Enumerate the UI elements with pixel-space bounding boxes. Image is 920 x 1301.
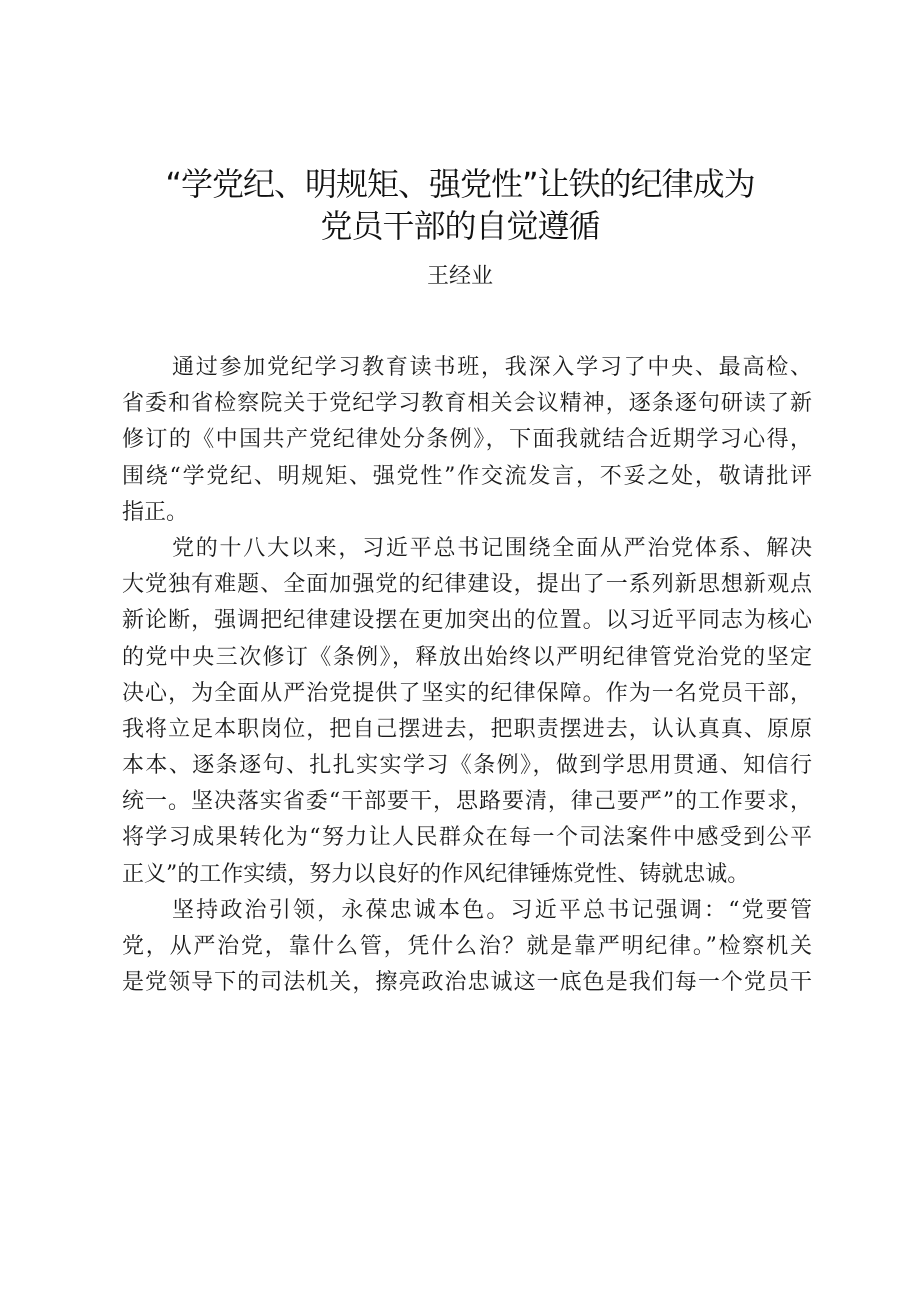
paragraph-1-line-4: 围绕“学党纪、明规矩、强党性”作交流发言，不妥之处，敬请批评 <box>122 463 812 489</box>
paragraph-3-line-3: 是党领导下的司法机关，擦亮政治忠诚这一底色是我们每一个党员干 <box>122 970 812 996</box>
paragraph-2-line-8: 统一。坚决落实省委“干部要干，思路要清，律己要严”的工作要求， <box>122 789 812 815</box>
document-body <box>122 350 812 1001</box>
paragraph-2-line-2: 大党独有难题、全面加强党的纪律建设，提出了一系列新思想新观点 <box>122 572 812 598</box>
paragraph-2-line-10: 正义”的工作实绩，努力以良好的作风纪律锤炼党性、铸就忠诚。 <box>122 861 750 887</box>
paragraph-2-line-1: 党的十八大以来，习近平总书记围绕全面从严治党体系、解决 <box>172 535 812 561</box>
document-title <box>0 163 920 247</box>
paragraph-3-line-1: 坚持政治引领，永葆忠诚本色。习近平总书记强调：“党要管 <box>172 897 812 923</box>
paragraph-2-line-9: 将学习成果转化为“努力让人民群众在每一个司法案件中感受到公平 <box>122 825 812 851</box>
paragraph-3-line-2: 党，从严治党，靠什么管，凭什么治？就是靠严明纪律。”检察机关 <box>122 934 812 959</box>
title-line-2: 党员干部的自觉遵循 <box>320 207 600 245</box>
paragraph-1-line-5: 指正。 <box>122 499 189 525</box>
paragraph-2-line-6: 我将立足本职岗位，把自己摆进去，把职责摆进去，认认真真、原原 <box>122 716 812 742</box>
paragraph-1-line-1: 通过参加党纪学习教育读书班，我深入学习了中央、最高检、 <box>172 355 812 380</box>
paragraph-2-line-3: 新论断，强调把纪律建设摆在更加突出的位置。以习近平同志为核心 <box>122 608 812 634</box>
paragraph-1-line-3: 修订的《中国共产党纪律处分条例》，下面我就结合近期学习心得， <box>122 427 812 453</box>
author-name: 王经业 <box>426 264 493 289</box>
paragraph-1-line-2: 省委和省检察院关于党纪学习教育相关会议精神，逐条逐句研读了新 <box>122 391 812 417</box>
paragraph-2-line-7: 本本、逐条逐句、扎扎实实学习《条例》，做到学思用贯通、知信行 <box>122 753 812 779</box>
paragraph-2-line-4: 的党中央三次修订《条例》，释放出始终以严明纪律管党治党的坚定 <box>122 644 812 670</box>
title-line-1: “学党纪、明规矩、强党性”让铁的纪律成为 <box>165 165 755 203</box>
paragraph-2-line-5: 决心，为全面从严治党提供了坚实的纪律保障。作为一名党员干部， <box>122 680 812 706</box>
